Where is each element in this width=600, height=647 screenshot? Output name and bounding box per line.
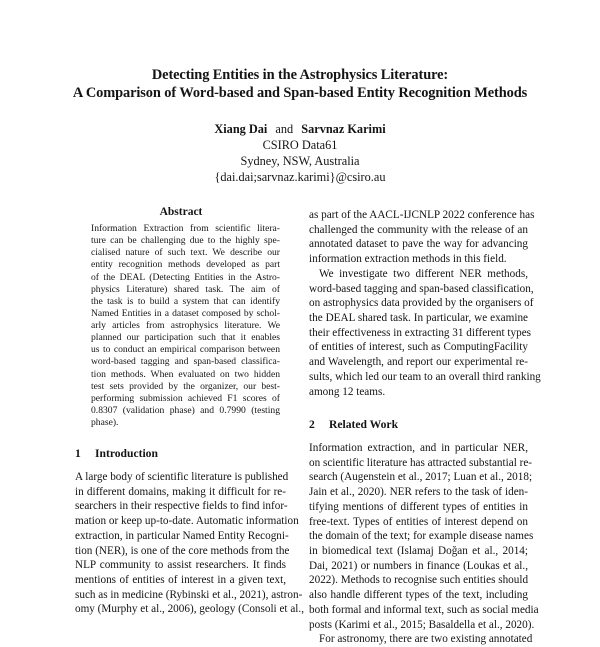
author-names xyxy=(0,121,600,137)
section-title: Related Work xyxy=(329,418,399,431)
text-line: us to conduct an empirical comparison between xyxy=(91,344,280,356)
text-line: tion (NER), is one of the core methods from the xyxy=(75,544,290,557)
author-1: Xiang Dai xyxy=(214,122,268,136)
section-heading-introduction xyxy=(75,447,158,460)
text-line: We investigate two different NER methods, xyxy=(319,267,528,280)
abstract-body xyxy=(91,223,280,429)
text-line: also handle different types of the text, including xyxy=(309,589,528,602)
text-line: entity recognition methods developed as part xyxy=(91,259,280,271)
text-line: extraction, in particular Named Entity Recogni- xyxy=(75,529,289,542)
introduction-body xyxy=(75,470,304,617)
text-line: free-text. Types of entities of interest depend on xyxy=(309,515,528,528)
text-line: in biomedical text (Islamaj Doğan et al., 2014; xyxy=(309,545,528,558)
text-line: Dai, 2021) or numbers in finance (Loukas et al., xyxy=(309,559,528,572)
text-line: information extraction methods in this field. xyxy=(309,253,507,266)
text-line: such as in medicine (Rybinski et al., 2021), astron- xyxy=(75,588,303,601)
email: {dai.dai;sarvnaz.karimi}@csiro.au xyxy=(214,170,386,184)
location: Sydney, NSW, Australia xyxy=(240,154,360,168)
text-line: word-based tagging and span-based classification, xyxy=(309,282,534,295)
text-line: the task is to build a system that can identify xyxy=(91,295,280,307)
title-line-2: A Comparison of Word-based and Span-based Entity Recognition Methods xyxy=(72,85,528,101)
text-line: among 12 teams. xyxy=(309,385,386,398)
text-line: 0.8307 (validation phase) and 0.7990 (testing xyxy=(91,404,280,416)
text-line: tifying mentions of different types of entities in xyxy=(309,500,528,513)
text-line: omy (Murphy et al., 2006), geology (Consoli et al., xyxy=(75,603,304,616)
text-line: physics Literature) shared task. The aim of xyxy=(91,283,280,295)
text-line: on scientific literature has attracted substantial re- xyxy=(309,456,533,469)
section-number: 2 xyxy=(309,418,315,431)
text-line: ture can be challenging due to the highly spe- xyxy=(91,235,280,247)
text-line: as part of the AACL-IJCNLP 2022 conference has xyxy=(309,209,535,221)
text-line: searchers in their respective fields to find infor- xyxy=(75,500,288,513)
text-line: performing submission achieved F1 scores of xyxy=(91,392,280,404)
text-line: For astronomy, there are two existing annotated xyxy=(319,633,533,646)
text-line: and Wavelength, and report our experimental re- xyxy=(309,356,528,369)
text-line: on astrophysics data provided by the organisers of xyxy=(309,297,534,310)
text-line: arly articles from astrophysics literature. We xyxy=(91,320,280,331)
text-line: sults, which led our team to an overall third ranking xyxy=(309,370,541,383)
text-line: of entities of interest, such as ComputingFacility xyxy=(309,341,528,354)
text-line: Information extraction, and in particular NER, xyxy=(309,442,528,454)
text-line: the DEAL shared task. In particular, we examine xyxy=(309,312,528,325)
section-heading-related-work xyxy=(309,418,398,431)
introduction-continued xyxy=(309,208,541,399)
section-number: 1 xyxy=(75,447,81,460)
text-line: Named Entities in a dataset composed by schol- xyxy=(91,307,280,319)
author-block xyxy=(0,121,600,185)
author-2: Sarvnaz Karimi xyxy=(301,122,386,136)
text-line: 2022). Methods to recognise such entities should xyxy=(309,574,529,587)
paper-title xyxy=(0,66,600,102)
text-line: mentions of entities of interest in a given text, xyxy=(75,574,286,587)
text-line: NLP community to assist researchers. It finds xyxy=(75,559,286,572)
text-line: search (Augenstein et al., 2017; Luan et al., 2018; xyxy=(309,471,533,484)
text-line: annotated dataset to pave the way for advancing xyxy=(309,238,528,251)
text-line: their effectiveness in extracting 31 different types xyxy=(309,326,532,339)
text-line: challenged the community with the release of an xyxy=(309,223,528,236)
text-line: planned our participation such that it enables xyxy=(91,332,280,344)
affiliation: CSIRO Data61 xyxy=(262,138,338,152)
text-line: A large body of scientific literature is published xyxy=(75,471,289,483)
text-line: the domain of the text; for example disease names xyxy=(309,530,534,543)
text-line: Information Extraction from scientific litera- xyxy=(91,223,280,234)
author-and: and xyxy=(275,122,294,136)
text-line: Jain et al., 2020). NER refers to the task of iden- xyxy=(309,486,528,499)
text-line: cialised nature of such text. We describe our xyxy=(91,247,280,259)
related-work-body xyxy=(309,441,539,647)
text-line: posts (Karimi et al., 2015; Basaldella et al., 2020). xyxy=(309,618,535,631)
text-line: tion methods. When evaluated on two hidden xyxy=(91,368,280,380)
text-line: word-based tagging and span-based classifica- xyxy=(91,356,280,368)
text-line: in different domains, making it difficult for re- xyxy=(75,485,286,498)
text-line: mation or keep up-to-date. Automatic information xyxy=(75,515,299,528)
text-line: both formal and informal text, such as social media xyxy=(309,603,539,616)
text-line: test sets provided by the organizer, our best- xyxy=(91,380,280,392)
text-line: phase). xyxy=(91,417,119,428)
title-line-1: Detecting Entities in the Astrophysics Literature: xyxy=(151,67,449,83)
text-line: of the DEAL (Detecting Entities in the Astro- xyxy=(91,271,280,283)
abstract-heading: Abstract xyxy=(159,206,203,218)
section-title: Introduction xyxy=(95,447,158,460)
